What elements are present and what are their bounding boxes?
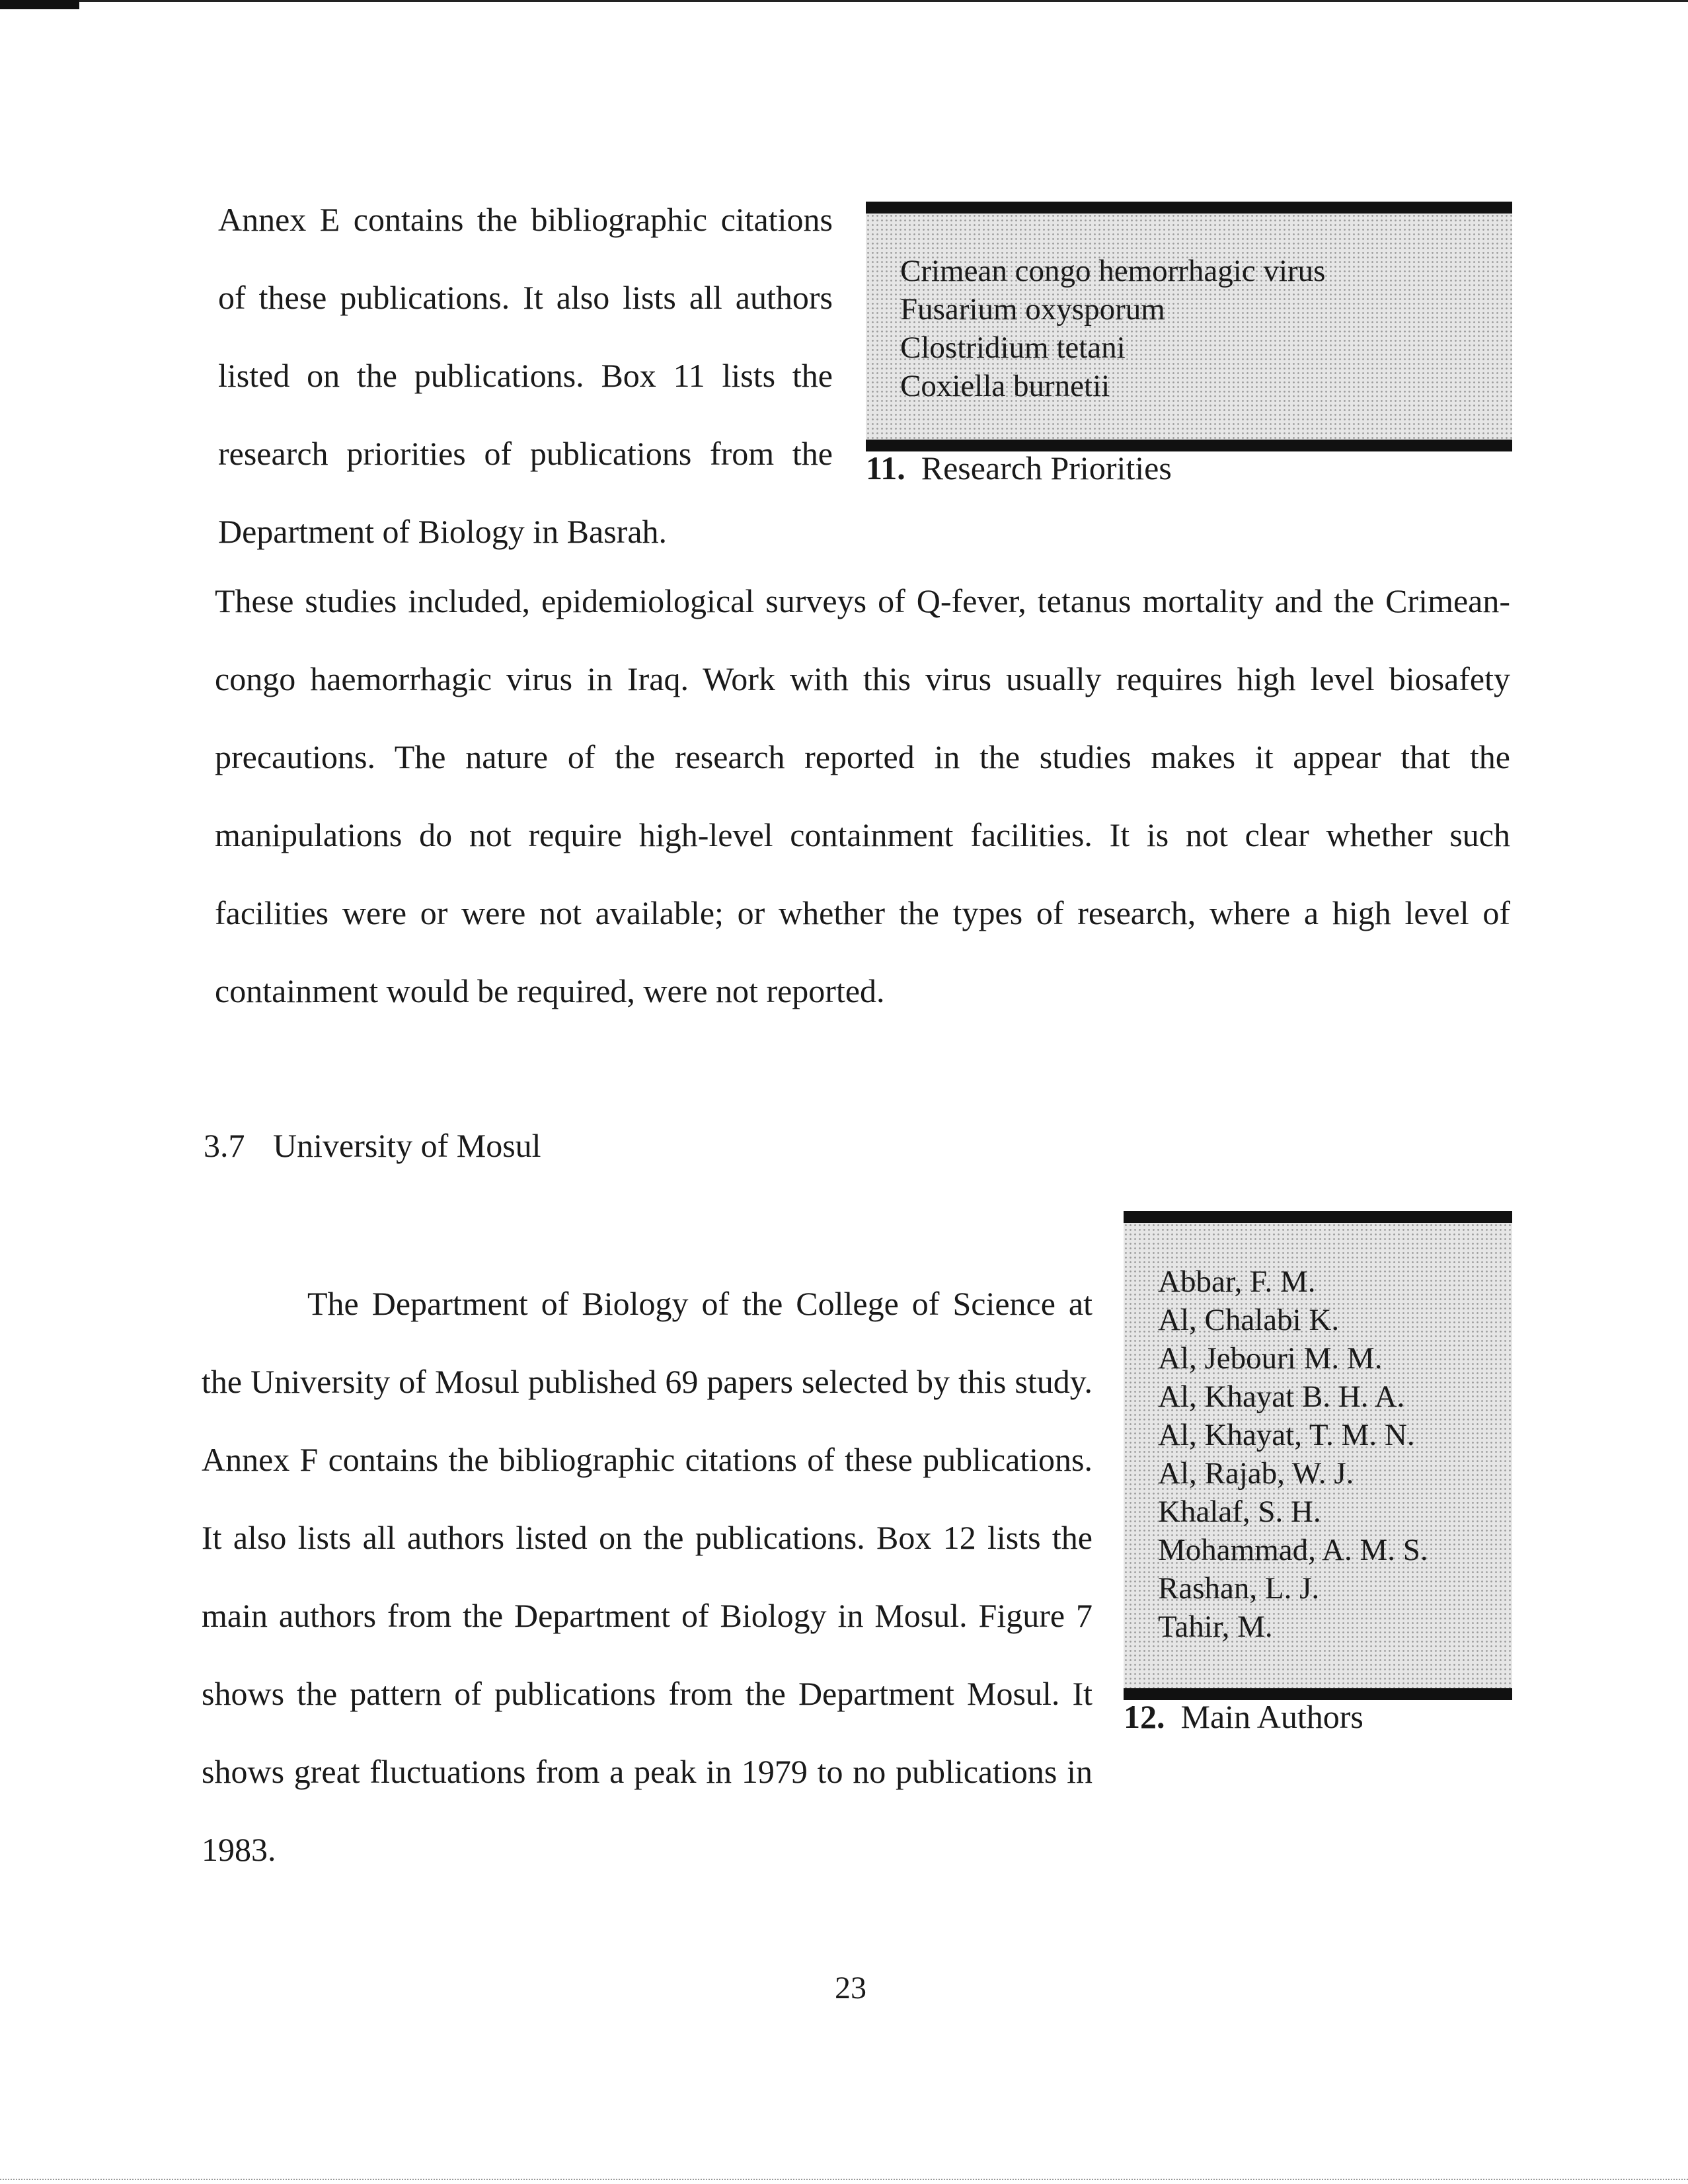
scan-bottom-edge — [0, 2179, 1688, 2181]
list-item: Al, Khayat, T. M. N. — [1158, 1418, 1415, 1452]
box-12-caption-label: Main Authors — [1180, 1698, 1363, 1735]
box-11-caption — [866, 448, 1172, 488]
box-11-caption-number: 11. — [866, 449, 905, 487]
scan-corner-mark — [0, 0, 79, 9]
list-item: Mohammad, A. M. S. — [1158, 1533, 1428, 1567]
section-heading — [204, 1122, 541, 1169]
box-11-caption-label: Research Priorities — [921, 449, 1172, 487]
section-number: 3.7 — [204, 1127, 245, 1164]
list-item: Al, Khayat B. H. A. — [1158, 1380, 1405, 1414]
list-item: Al, Chalabi K. — [1158, 1303, 1340, 1337]
basrah-paragraph-intro: Annex E contains the bibliographic citations of these publications. It also lists all authors listed on the publications. Box 11 lists the research priorities of publications from the Department of Biology in Basrah. — [218, 201, 833, 550]
list-item: Khalaf, S. H. — [1158, 1495, 1321, 1529]
box-12-caption-number: 12. — [1124, 1698, 1165, 1735]
list-item: Abbar, F. M. — [1158, 1265, 1316, 1299]
page-number: 23 — [835, 1970, 866, 2006]
list-item: Rashan, L. J. — [1158, 1571, 1320, 1606]
research-priorities-list — [900, 252, 1512, 405]
box-11-research-priorities — [866, 202, 1512, 451]
list-item: Al, Jebouri M. M. — [1158, 1341, 1383, 1376]
section-title: University of Mosul — [273, 1127, 541, 1164]
basrah-paragraph-continued: These studies included, epidemiological surveys of Q-fever, tetanus mortality and the Crimean-congo haemorrhagic virus in Iraq. Work with this virus usually requires high level biosafety precautions. The nature of the research reported in the studies makes it appear that the manipulations do not require high-level containment facilities. It is not clear whether such facilities were or were not available; or whether the types of research, where a high level of containment would be required, were not reported. — [215, 582, 1510, 1009]
list-item: Tahir, M. — [1158, 1610, 1273, 1644]
main-authors-list — [1158, 1263, 1512, 1646]
mosul-paragraph: The Department of Biology of the College of Science at the University of Mosul published 69 papers selected by this study. Annex F contains the bibliographic citations of these publications. It also lists all authors listed on the publications. Box 12 lists the main authors from the Department of Biology in Mosul. Figure 7 shows the pattern of publications from the Department Mosul. It shows great fluctuations from a peak in 1979 to no publications in 1983. — [202, 1285, 1093, 1868]
list-item: Fusarium oxysporum — [900, 292, 1165, 327]
list-item: Crimean congo hemorrhagic virus — [900, 254, 1326, 288]
scan-top-edge — [0, 0, 1688, 2]
list-item: Coxiella burnetii — [900, 369, 1110, 403]
list-item: Al, Rajab, W. J. — [1158, 1456, 1354, 1491]
box-12-main-authors — [1124, 1211, 1512, 1700]
box-12-caption — [1124, 1697, 1363, 1736]
list-item: Clostridium tetani — [900, 331, 1126, 365]
